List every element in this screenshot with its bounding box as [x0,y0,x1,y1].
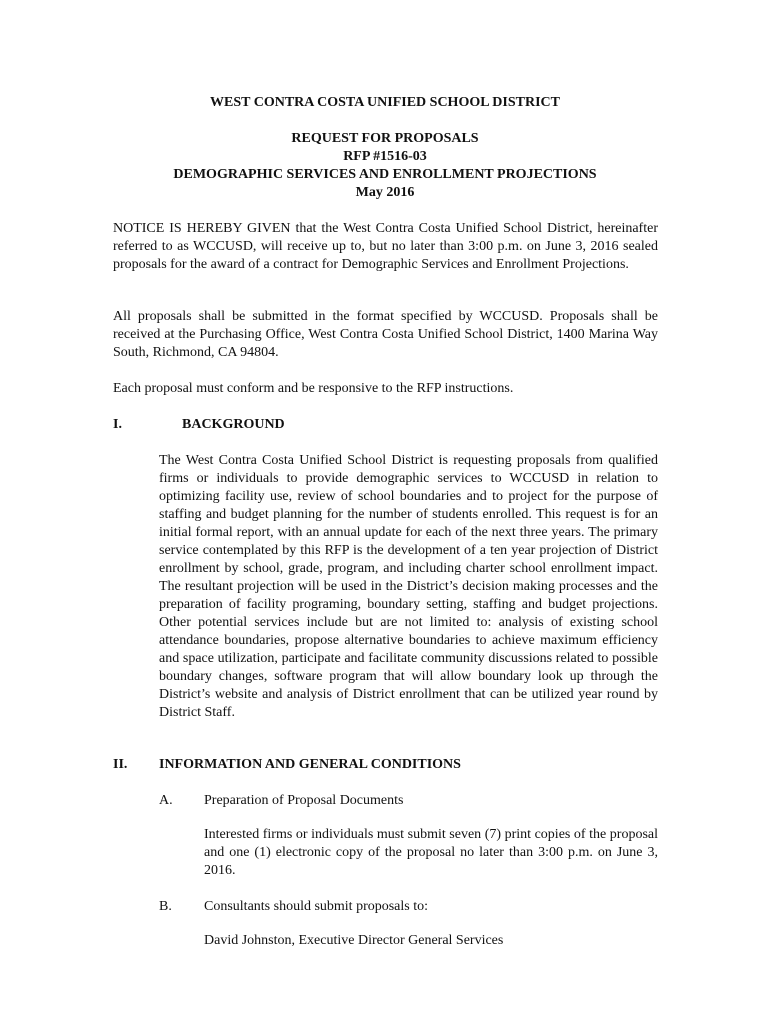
rfp-subject: DEMOGRAPHIC SERVICES AND ENROLLMENT PROJECTIONS [173,167,597,182]
rfp-date: May 2016 [355,185,415,200]
rfp-number: RFP #1516-03 [343,149,427,164]
item-b-contact: David Johnston, Executive Director General Services [204,933,504,948]
section-1-heading: BACKGROUND [182,417,285,432]
item-a-body: Interested firms or individuals must submit seven (7) print copies of the proposal and one (1) electronic copy of the proposal no later than 3:00 p.m. on June 3, 2016. [204,827,658,878]
rfp-heading: REQUEST FOR PROPOSALS [291,131,479,146]
notice-paragraph: NOTICE IS HEREBY GIVEN that the West Contra Costa Unified School District, hereinafter referred to as WCCUSD, will receive up to, but no later than 3:00 p.m. on June 3, 2016 sealed proposals for the award of a contract for Demographic Services and Enrollment Projections. [113,221,658,272]
district-title: WEST CONTRA COSTA UNIFIED SCHOOL DISTRICT [210,95,560,110]
section-2-numeral: II. [113,757,128,772]
item-b-letter: B. [159,899,172,914]
item-a-title: Preparation of Proposal Documents [204,793,404,808]
item-a-letter: A. [159,793,173,808]
conform-paragraph: Each proposal must conform and be responsive to the RFP instructions. [113,381,514,396]
background-paragraph: The West Contra Costa Unified School District is requesting proposals from qualified firms or individuals to provide demographic services to WCCUSD in relation to optimizing facility use, review of school boundaries and to project for the purpose of staffing and budget planning for the number of students enrolled. This request is for an initial formal report, with an annual update for each of the next three years. The primary service contemplated by this RFP is the development of a ten year projection of District enrollment by school, grade, program, and including charter school enrollment impact. The resultant projection will be used in the District’s decision making processes and the preparation of facility programing, boundary setting, staffing and budget projections. Other potential services include but are not limited to: analysis of existing school attendance boundaries, propose alternative boundaries to achieve maximum efficiency and space utilization, participate and facilitate community discussions related to possible boundary changes, software program that will allow boundary look up through the District’s website and analysis of District enrollment that can be utilized year round by District Staff. [159,453,658,720]
submission-paragraph: All proposals shall be submitted in the format specified by WCCUSD. Proposals shall be received at the Purchasing Office, West Contra Costa Unified School District, 1400 Marina Way South, Richmond, CA 94804. [113,309,658,360]
item-b-title: Consultants should submit proposals to: [204,899,429,914]
section-2-heading: INFORMATION AND GENERAL CONDITIONS [159,757,461,772]
section-1-numeral: I. [113,417,122,432]
